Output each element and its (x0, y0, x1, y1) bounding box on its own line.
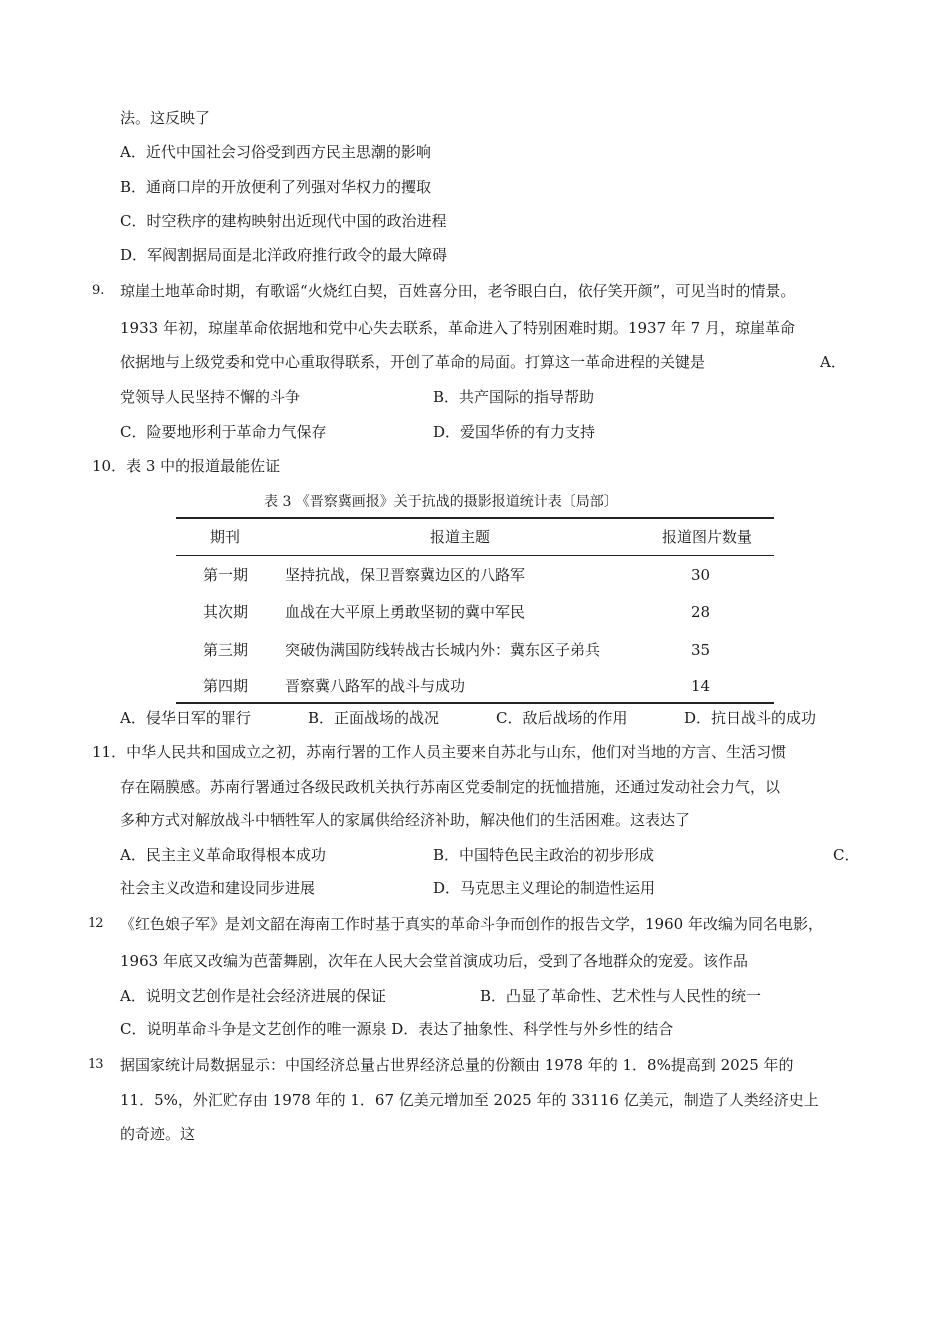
q12-stem-line-2: 1963 年底又改编为芭蕾舞剧，次年在人民大会堂首演成功后，受到了各地群众的宠爱。该作品 (120, 952, 748, 970)
table-caption: 表 3 《晋察冀画报》关于抗战的摄影报道统计表〔局部〕 (264, 494, 618, 510)
q8-stem-tail: 法。这反映了 (120, 109, 211, 127)
q10-stem: 10．表 3 中的报道最能佐证 (92, 457, 281, 475)
table-cell-topic: 血战在大平原上勇敢坚韧的冀中军民 (285, 603, 526, 621)
q10-option-d: D．抗日战斗的成功 (684, 709, 817, 727)
table-header-topic: 报道主题 (430, 528, 491, 546)
q12-stem-line-1: 《红色娘子军》是刘文韶在海南工作时基于真实的革命斗争而创作的报告文学，1960 年改编为同名电影， (120, 915, 823, 933)
q13-stem-line-3: 的奇迹。这 (120, 1125, 196, 1143)
table-cell-period: 其次期 (203, 603, 249, 621)
q12-option-a: A．说明文艺创作是社会经济进展的保证 (120, 987, 386, 1005)
table-header-count: 报道图片数量 (662, 528, 753, 546)
q11-stem-line-3: 多种方式对解放战斗中牺牲军人的家属供给经济补助，解决他们的生活困难。这表达了 (120, 811, 691, 829)
q11-option-c-text: 社会主义改造和建设同步进展 (120, 879, 316, 897)
q13-stem-line-2: 11．5%，外汇贮存由 1978 年的 1．67 亿美元增加至 2025 年的 33116 亿美元，制造了人类经济史上 (120, 1091, 819, 1109)
table-cell-period: 第四期 (203, 677, 249, 695)
table-cell-count: 35 (691, 641, 711, 659)
q10-option-a: A．侵华日军的罪行 (120, 709, 251, 727)
table-cell-topic: 晋察冀八路军的战斗与成功 (285, 677, 466, 695)
q9-option-a-text: 党领导人民坚持不懈的斗争 (120, 388, 301, 406)
q10-option-b: B．正面战场的战况 (308, 709, 440, 727)
table-bottom-rule (176, 702, 774, 704)
q11-option-b: B．中国特色民主政治的初步形成 (433, 846, 655, 864)
q11-stem-line-2: 存在隔膜感。苏南行署通过各级民政机关执行苏南区党委制定的抚恤措施，还通过发动社会力气，以 (120, 778, 781, 796)
table-header-period: 期刊 (210, 528, 241, 546)
q11-stem-line-1: 11．中华人民共和国成立之初，苏南行署的工作人员主要来自苏北与山东，他们对当地的方言、生活习惯 (92, 743, 787, 761)
q8-option-d: D．军阀割据局面是北洋政府推行政令的最大障碍 (120, 246, 448, 264)
q10-option-c: C．敌后战场的作用 (496, 709, 628, 727)
table-cell-count: 14 (691, 677, 711, 695)
q12-number: 12 (88, 916, 103, 931)
q9-number: 9. (92, 283, 105, 298)
q9-stem-line-2: 1933 年初，琼崖革命依据地和党中心失去联系，革命进入了特别困难时期。1937 年 7 月，琼崖革命 (120, 319, 795, 337)
table-top-rule (176, 517, 774, 519)
q11-option-d: D．马克思主义理论的制造性运用 (433, 879, 656, 897)
q9-stem-line-3: 依据地与上级党委和党中心重取得联系，开创了革命的局面。打算这一革命进程的关键是 (120, 353, 706, 371)
q11-option-a: A．民主主义革命取得根本成功 (120, 846, 326, 864)
q12-option-c-d: C．说明革命斗争是文艺创作的唯一源泉 D．表达了抽象性、科学性与外乡性的结合 (120, 1020, 674, 1038)
q8-option-a: A．近代中国社会习俗受到西方民主思潮的影响 (120, 143, 431, 161)
table-cell-period: 第一期 (203, 566, 249, 584)
table-cell-count: 28 (691, 603, 711, 621)
q9-option-c: C．险要地形利于革命力气保存 (120, 423, 327, 441)
q9-option-b: B．共产国际的指导帮助 (433, 388, 595, 406)
q11-option-c-label: C． (833, 846, 860, 864)
q9-stem-line-1: 琼崖土地革命时期，有歌谣“火烧红白契，百姓喜分田，老爷眼白白，依仔笑开颜”，可见当时的情景。 (120, 282, 796, 300)
q9-option-d: D．爱国华侨的有力支持 (433, 423, 596, 441)
table-cell-period: 第三期 (203, 641, 249, 659)
q8-option-c: C．时空秩序的建构映射出近现代中国的政治进程 (120, 212, 447, 230)
table-header-rule (176, 555, 774, 556)
q8-option-b: B．通商口岸的开放便利了列强对华权力的攫取 (120, 178, 432, 196)
table-cell-topic: 坚持抗战，保卫晋察冀边区的八路军 (285, 566, 526, 584)
q13-number: 13 (88, 1057, 103, 1072)
q12-option-b: B．凸显了革命性、艺术性与人民性的统一 (480, 987, 762, 1005)
q9-option-a-label: A． (820, 353, 846, 371)
q13-stem-line-1: 据国家统计局数据显示：中国经济总量占世界经济总量的份额由 1978 年的 1．8%提高到 2025 年的 (120, 1056, 794, 1074)
table-cell-count: 30 (691, 566, 711, 584)
table-cell-topic: 突破伪满国防线转战古长城内外：冀东区子弟兵 (285, 641, 601, 659)
